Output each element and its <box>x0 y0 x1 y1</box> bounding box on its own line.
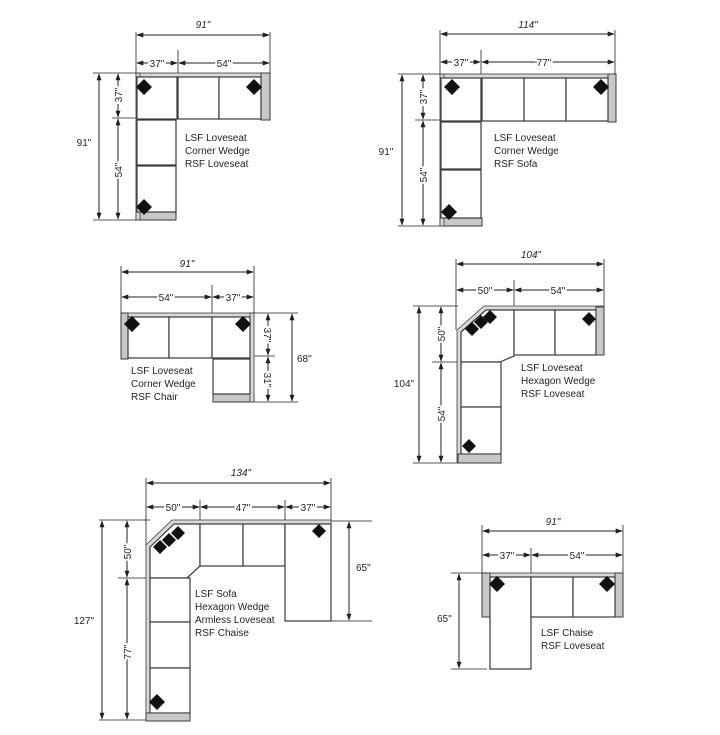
dim-width-1: 37" <box>149 59 165 70</box>
dim-overall-width: 91" <box>195 20 211 31</box>
config-3-lsf-loveseat-corner-wedge-rsf-chair <box>121 259 312 403</box>
config-6-lsf-chaise-rsf-loveseat <box>437 517 623 669</box>
dim-width-3: 37" <box>300 503 316 514</box>
seat-cushion <box>482 78 524 121</box>
dim-chaise-depth: 65" <box>356 563 371 574</box>
dim-depth-1: 37" <box>261 327 272 343</box>
sofa-arm <box>146 713 190 721</box>
dim-width-1: 37" <box>453 58 469 69</box>
dim-overall-depth: 91" <box>76 138 92 149</box>
dim-depth-2: 31" <box>261 372 272 388</box>
seat-cushion <box>150 622 190 668</box>
sofa-arm <box>608 74 616 122</box>
piece-label: RSF Loveseat <box>185 159 249 170</box>
dim-width-1: 50" <box>477 286 493 297</box>
seat-cushion <box>441 122 481 169</box>
dim-width-2: 47" <box>235 503 251 514</box>
dim-overall-width: 91" <box>545 517 561 528</box>
piece-label: LSF Loveseat <box>494 133 556 144</box>
dim-overall-width: 104" <box>520 250 542 261</box>
dim-width-2: 54" <box>550 286 566 297</box>
dim-depth-1: 50" <box>123 544 134 560</box>
seat-cushion <box>200 524 243 566</box>
piece-label: Corner Wedge <box>131 379 196 390</box>
piece-label: LSF Chaise <box>541 628 594 639</box>
piece-label: Corner Wedge <box>494 146 559 157</box>
seat-cushion <box>514 310 555 355</box>
piece-label: Hexagon Wedge <box>521 376 596 387</box>
seat-cushion <box>243 524 285 566</box>
piece-label: LSF Loveseat <box>185 133 247 144</box>
seat-cushion <box>178 77 219 119</box>
dim-overall-width: 114" <box>518 20 538 31</box>
piece-label: LSF Sofa <box>195 589 237 600</box>
dim-depth-1: 37" <box>114 87 125 103</box>
dim-overall-depth: 127" <box>73 616 95 627</box>
dim-overall-depth: 91" <box>378 147 394 158</box>
dim-width-1: 50" <box>165 503 181 514</box>
piece-label: LSF Loveseat <box>131 366 193 377</box>
dim-chaise-depth: 65" <box>437 614 452 625</box>
dim-width-2: 54" <box>569 551 585 562</box>
dim-depth-1: 37" <box>419 89 430 105</box>
piece-label: Armless Loveseat <box>195 615 275 626</box>
chaise <box>285 524 331 621</box>
seat-cushion <box>169 317 212 358</box>
sofa-arm <box>482 573 490 617</box>
seat-cushion <box>531 577 573 617</box>
config-5-lsf-sofa-hexagon-wedge-armless-loveseat-rsf-chaise <box>74 468 372 721</box>
seat-cushion <box>524 78 566 121</box>
sofa-arm <box>213 394 254 402</box>
sofa-back <box>250 313 254 402</box>
config-4-lsf-loveseat-hexagon-wedge-rsf-loveseat <box>394 250 604 463</box>
dim-overall-depth: 68" <box>297 354 312 365</box>
piece-label: LSF Loveseat <box>521 363 583 374</box>
seat-cushion <box>150 578 190 622</box>
sofa-arm <box>596 307 604 355</box>
piece-label: Hexagon Wedge <box>195 602 270 613</box>
sofa-arm <box>261 73 270 120</box>
dim-depth-1: 50" <box>437 326 448 342</box>
piece-label: RSF Loveseat <box>541 641 605 652</box>
piece-label: RSF Chair <box>131 392 178 403</box>
dim-depth-2: 54" <box>437 406 448 422</box>
sofa-arm <box>136 212 176 220</box>
config-2-lsf-loveseat-corner-wedge-rsf-sofa <box>379 20 616 226</box>
piece-label: RSF Sofa <box>494 159 538 170</box>
sofa-arm <box>121 313 128 359</box>
piece-label: Corner Wedge <box>185 146 250 157</box>
dim-width-1: 37" <box>499 551 515 562</box>
piece-label: RSF Loveseat <box>521 389 585 400</box>
dim-overall-width: 134" <box>230 468 252 479</box>
dim-depth-2: 77" <box>123 644 134 660</box>
dim-overall-depth: 104" <box>393 379 415 390</box>
dim-overall-width: 91" <box>179 259 195 270</box>
seat-cushion <box>137 120 176 165</box>
sofa-arm <box>615 573 623 617</box>
dim-width-2: 77" <box>536 58 552 69</box>
dim-depth-2: 54" <box>419 167 430 183</box>
dim-depth-2: 54" <box>114 162 125 178</box>
seat-cushion <box>461 362 501 407</box>
sofa-back <box>121 313 254 317</box>
sofa-arm <box>458 454 501 463</box>
piece-label: RSF Chaise <box>195 628 249 639</box>
dim-width-1: 54" <box>158 293 174 304</box>
seat-cushion <box>213 359 250 394</box>
dim-width-2: 37" <box>225 293 241 304</box>
dim-width-2: 54" <box>216 59 232 70</box>
sofa-arm <box>440 218 482 226</box>
config-1-lsf-loveseat-corner-wedge-rsf-loveseat <box>77 20 270 220</box>
